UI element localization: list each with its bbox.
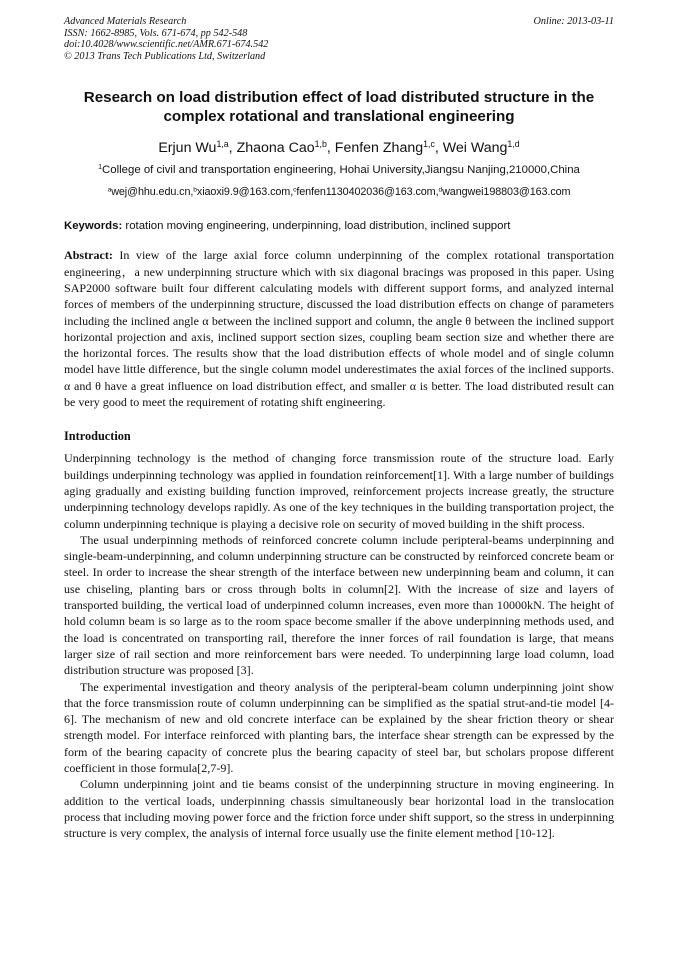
- author-name: Erjun Wu: [158, 140, 217, 157]
- email-address: xiaoxi9.9@163.com,: [196, 186, 294, 199]
- author-name: Fenfen Zhang: [334, 140, 424, 157]
- email-mark: c: [293, 186, 297, 194]
- email-mark: a: [107, 186, 112, 194]
- email-address: wangwei198803@163.com: [442, 186, 571, 199]
- intro-paragraph-1: Underpinning technology is the method of changing force transmission route of the structure load. Early buildings underpinning technology was applied in foundation reinforcement[1]. With a large number of buildings aging gradually and existing building function improved, reinforcement projects increase greatly, the structure underpinning technology develops rapidly. As one of the key techniques in the building transportation project, the column underpinning technique is playing a decisive role on security of moved building in the shift process.: [64, 451, 614, 531]
- journal-info: [64, 16, 268, 62]
- intro-paragraph-4: Column underpinning joint and tie beams consist of the underpinning structure in moving engineering. In addition to the vertical loads, underpinning chassis simultaneously bear horizontal load in the translocation process that including moving power force and the friction force under shift support, so the stress in underpinning structure is very complex, the analysis of internal force usually use the finite element method [10-12].: [64, 777, 614, 841]
- journal-name: Advanced Materials Research: [64, 16, 187, 27]
- keywords-text: rotation moving engineering, underpinning, load distribution, inclined support: [125, 220, 511, 233]
- keywords-label: Keywords:: [64, 220, 123, 233]
- journal-issn: ISSN: 1662-8985, Vols. 671-674, pp 542-548: [64, 27, 248, 39]
- author-separator: ,: [434, 140, 443, 157]
- paper-title: Research on load distribution effect of load distributed structure in the complex rotational and translational engineering: [83, 89, 595, 126]
- section-heading-introduction: Introduction: [64, 429, 131, 444]
- journal-doi: doi:10.4028/www.scientific.net/AMR.671-674.542: [64, 39, 269, 51]
- author-list: [64, 139, 614, 157]
- intro-paragraph-3: The experimental investigation and theory analysis of the peripteral-beam column underpinning joint show that the force transmission route of column underpinning can be simplified as the spatial strut-and-tie model [4-6]. The mechanism of new and old concrete interface can be explained by the shear friction theory or shear strength model. For interface reinforced with planting bars, the interface shear strength can be expressed by the form of the bearing capacity of concrete plus the bearing capacity of steel bar, but scholars propose different coefficient in those formula[2,7-9].: [64, 679, 614, 775]
- author-affil-mark: 1,c: [423, 139, 435, 150]
- online-date: Online: 2013-03-11: [533, 16, 614, 27]
- abstract: [64, 247, 614, 410]
- author-affil-mark: 1,b: [314, 139, 327, 150]
- affiliation: [64, 163, 614, 178]
- author-name: Wei Wang: [442, 140, 508, 157]
- email-mark: d: [438, 186, 443, 194]
- keywords: [64, 219, 614, 234]
- email-address: wej@hhu.edu.cn,: [111, 186, 194, 199]
- affiliation-text: College of civil and transportation engineering, Hohai University,Jiangsu Nanjing,210000,China: [102, 164, 580, 177]
- abstract-label: Abstract:: [64, 248, 113, 263]
- journal-copyright: © 2013 Trans Tech Publications Ltd, Switzerland: [64, 50, 266, 62]
- abstract-text: In view of the large axial force column underpinning of the complex rotational transportation engineering，a new underpinning structure which with six diagonal bracings was proposed in this paper. Using SAP2000 software built four different calculating models with different support forms, and analyzed internal forces of members of the underpinning structure, discussed the load distribution effects on change of parameters including the inclined angle α between the inclined support and column, the angle θ between the inclined support horizontal projection and axis, inclined support section sizes, coupling beam section size and whether there are the horizontal forces. The results show that the load distribution effects of whole model and of single column model have little difference, but the single column model underestimates the axial forces of the inclined supports. α and θ have a great influence on load distribution effect, and smaller α is better. The load distributed result can be very good to meet the requirement of rotating shift engineering.: [64, 248, 614, 410]
- email-list: [64, 185, 614, 200]
- author-separator: ,: [228, 140, 237, 157]
- journal-header: [64, 16, 614, 62]
- intro-paragraph-2: The usual underpinning methods of reinforced concrete column include peripteral-beams underpinning and single-beam-underpinning, and column underpinning structure can be constructed by reinforced concrete beam or steel. In order to increase the shear strength of the interface between new underpinning beam and column, it can use chiseling, planting bars or cross through bolts in column[2]. With the increase of size and layers of transported building, the vertical load of underpinned column increases, even more than 10000kN. The height of hold column beam is so large as to the room space become smaller if the above underpinning methods used, and the load is concentrated on transporting rail, therefore the inner forces of rail foundation is large, that means larger size of rail section and more reinforcement bars were needed. To underpinning large load column, load distribution structure was proposed [3].: [64, 532, 614, 678]
- affiliation-mark: 1: [98, 164, 103, 172]
- author-affil-mark: 1,d: [507, 139, 520, 150]
- email-address: fenfen1130402036@163.com,: [296, 186, 439, 199]
- email-mark: b: [193, 186, 197, 194]
- author-affil-mark: 1,a: [216, 139, 229, 150]
- author-name: Zhaona Cao: [236, 140, 315, 157]
- author-separator: ,: [326, 140, 335, 157]
